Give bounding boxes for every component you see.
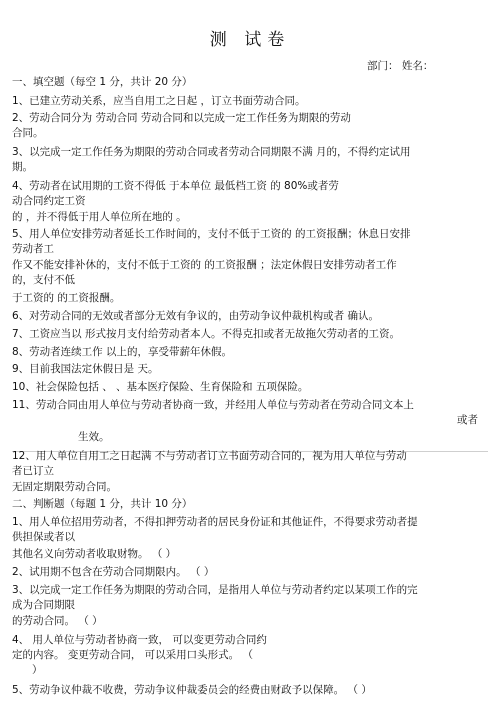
text-line: 4、劳动者在试用期的工资不得低 于本单位 最低档工资 的 80%或者劳 [12, 180, 339, 192]
text-line: 10、社会保险包括 、 、基本医疗保险、生育保险和 五项保险。 [12, 381, 309, 393]
page-title: 测 试卷 [209, 30, 291, 50]
text-line: 无固定期限劳动合同。 [12, 481, 117, 493]
text-line: 8、劳动者连续工作 以上的，享受带薪年休假。 [12, 346, 233, 358]
text-line: 于工资的 的工资报酬。 [12, 292, 121, 304]
text-line: 动合同约定工资 [12, 195, 86, 207]
text-line: 5、劳动争议仲裁不收费，劳动争议仲裁委员会的经费由财政予以保障。 （ ） [12, 684, 372, 696]
text-line: 成为合同期限 [12, 599, 75, 611]
text-line: ） [32, 664, 43, 676]
text-line: 作又不能安排补休的，支付不低于工资的 的工资报酬 ；法定休假日安排劳动者工作 [12, 259, 397, 271]
text-line: 11、劳动合同由用人单位与劳动者协商一致，并经用人单位与劳动者在劳动合同文本上 [12, 399, 414, 411]
text-line: 的，支付不低 [12, 274, 75, 286]
text-line: 7、工资应当以 形式按月支付给劳动者本人。不得克扣或者无故拖欠劳动者的工资。 [12, 328, 401, 340]
text-line: 劳动者工 [12, 243, 54, 255]
text-line: 的 ，并不得低于用人单位所在地的 。 [12, 211, 187, 223]
section-2-heading: 二、判断题（每题 1 分，共计 10 分） [12, 498, 193, 510]
text-line: 的劳动合同。 （ ） [12, 615, 103, 627]
text-line: 4、 用人单位与劳动者协商一致， 可以变更劳动合同约 [12, 634, 267, 646]
department-name-field: 部门： 姓名： [367, 60, 434, 72]
text-line: 5、用人单位安排劳动者延长工作时间的，支付不低于工资的 的工资报酬；休息日安排 [12, 228, 411, 240]
text-line: 1、已建立劳动关系，应当自用工之日起 ，订立书面劳动合同。 [12, 95, 306, 107]
text-line: 合同。 [12, 127, 44, 139]
text-line: 者已订立 [12, 465, 54, 477]
text-line: 12、用人单位自用工之日起满 不与劳动者订立书面劳动合同的，视为用人单位与劳动 [12, 450, 407, 462]
text-line: 3、以完成一定工作任务为期限的劳动合同或者劳动合同期限不满 月的，不得约定试用 [12, 146, 411, 158]
text-line: 6、对劳动合同的无效或者部分无效有争议的，由劳动争议仲裁机构或者 确认。 [12, 310, 380, 322]
text-line: 1、用人单位招用劳动者，不得扣押劳动者的居民身份证和其他证件，不得要求劳动者提 [12, 516, 418, 528]
text-line: 期。 [12, 161, 33, 173]
text-line: 3、以完成一定工作任务为期限的劳动合同，是指用人单位与劳动者约定以某项工作的完 [12, 584, 418, 596]
text-line: 生效。 [78, 431, 110, 443]
text-line: 或者 [457, 414, 478, 426]
text-line: 2、劳动合同分为 劳动合同 劳动合同和以完成一定工作任务为期限的劳动 [12, 112, 351, 124]
text-line: 供担保或者以 [12, 531, 75, 543]
section-1-heading: 一、填空题（每空 1 分，共计 20 分） [12, 76, 193, 88]
text-line: 定的内容。 变更劳动合同， 可以采用口头形式。 （ [12, 649, 254, 661]
text-line: 2、试用期不包含在劳动合同期限内。 （ ） [12, 566, 215, 578]
text-line: 9、目前我国法定休假日是 天。 [12, 363, 159, 375]
text-line: 其他名义向劳动者收取财物。 （ ） [12, 548, 177, 560]
